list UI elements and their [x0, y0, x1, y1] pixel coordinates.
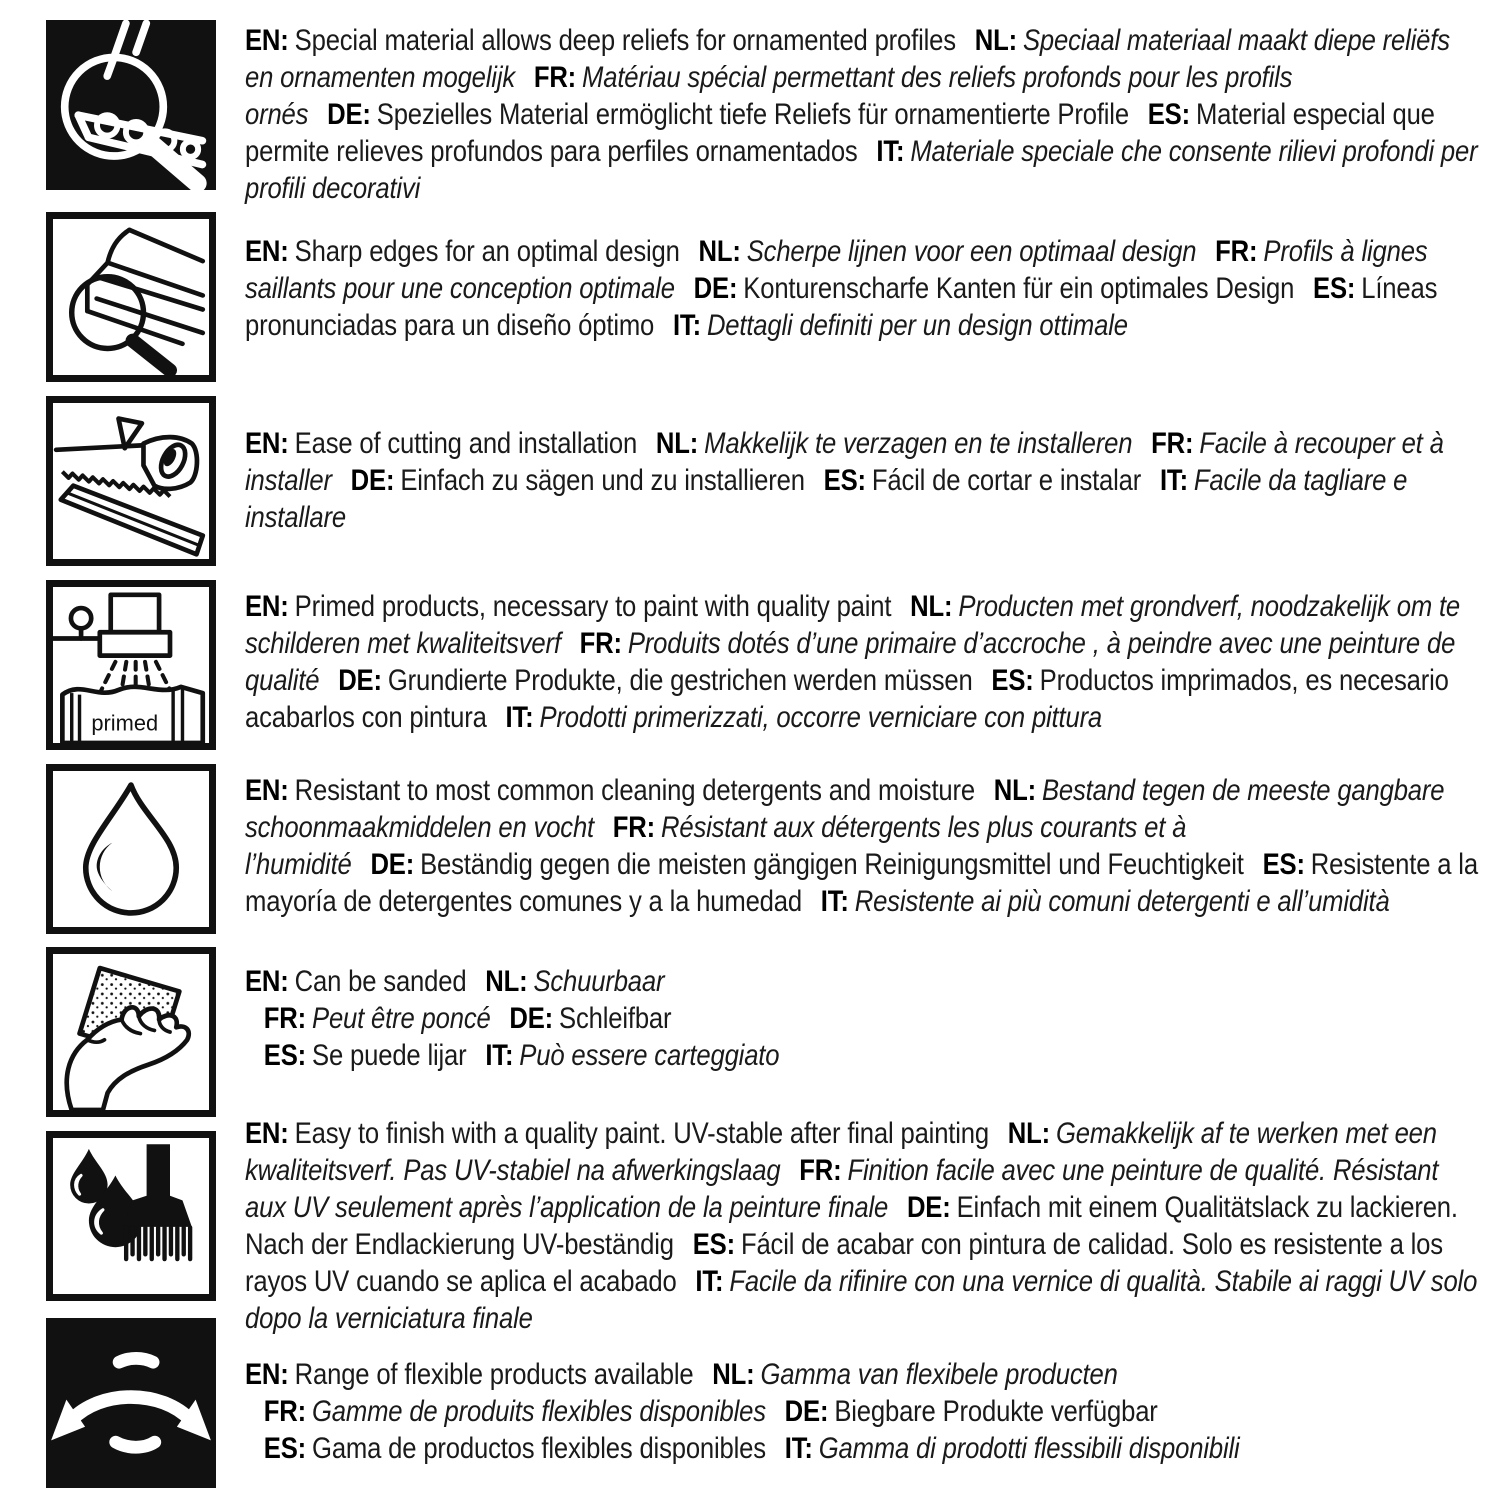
language-label: IT:: [876, 135, 905, 168]
language-label: DE:: [509, 1002, 554, 1035]
feature-text: Schuurbaar: [533, 965, 665, 998]
language-label: NL:: [974, 24, 1017, 57]
language-label: DE:: [350, 464, 395, 497]
feature-text: Gamma di prodotti flessibili disponibili: [818, 1432, 1240, 1465]
feature-text: Prodotti primerizzati, occorre verniciare con pittura: [539, 701, 1103, 734]
language-label: NL:: [698, 235, 741, 268]
feature-description: [245, 772, 1480, 920]
ornamented-profile-magnifier-icon: [46, 20, 216, 190]
language-label: ES:: [1147, 98, 1191, 131]
feature-text: Profils à lignes saillants pour une conception optimale: [245, 235, 1428, 305]
feature-text: Resistant to most common cleaning detergents and moisture: [294, 774, 975, 807]
feature-text: Líneas pronunciadas para un diseño óptimo: [245, 272, 1438, 342]
language-label: IT:: [784, 1432, 813, 1465]
language-label: ES:: [692, 1228, 735, 1261]
language-label: NL:: [655, 427, 699, 460]
language-label: EN:: [245, 427, 289, 460]
language-label: ES:: [263, 1039, 307, 1072]
feature-description: [245, 233, 1480, 344]
feature-text: Se puede lijar: [312, 1039, 467, 1072]
feature-text: Easy to finish with a quality paint. UV-stable after final painting: [294, 1117, 989, 1150]
paint-brush-drops-icon: [46, 1131, 216, 1301]
language-label: IT:: [820, 885, 849, 918]
language-label: DE:: [327, 98, 371, 131]
feature-text: Primed products, necessary to paint with quality paint: [294, 590, 892, 623]
feature-text: Gama de productos flexibles disponibles: [312, 1432, 766, 1465]
language-label: NL:: [485, 965, 528, 998]
water-drop-icon: [46, 764, 216, 934]
sanding-hand-icon: [46, 947, 216, 1117]
feature-text: Può essere carteggiato: [519, 1039, 780, 1072]
language-label: ES:: [823, 464, 866, 497]
language-label: DE:: [784, 1395, 829, 1428]
language-label: DE:: [906, 1191, 951, 1224]
saw-cutting-icon: [46, 396, 216, 566]
feature-text: Gemakkelijk af te werken met een kwaliteitsverf. Pas UV-stabiel na afwerkingslaag: [245, 1117, 1437, 1187]
flexible-arrow-icon: [46, 1318, 216, 1488]
feature-text: Facile à recouper et à installer: [245, 427, 1444, 497]
language-label: FR:: [263, 1002, 307, 1035]
language-label: NL:: [1007, 1117, 1051, 1150]
feature-text: Grundierte Produkte, die gestrichen werden müssen: [387, 664, 973, 697]
feature-text: Spezielles Material ermöglicht tiefe Reliefs für ornamentierte Profile: [376, 98, 1129, 131]
feature-text: Material especial que permite relieves profundos para perfiles ornamentados: [245, 98, 1435, 168]
feature-text: Gamma van flexibele producten: [760, 1358, 1118, 1391]
language-label: FR:: [533, 61, 577, 94]
feature-description: [245, 22, 1480, 207]
language-label: EN:: [245, 235, 289, 268]
feature-text: Produits dotés d’une primaire d’accroche , à peindre avec une peinture de qualité: [245, 627, 1456, 697]
language-label: ES:: [991, 664, 1034, 697]
primer-spray-icon: [46, 580, 216, 750]
language-label: NL:: [712, 1358, 755, 1391]
feature-description: [245, 588, 1480, 736]
feature-text: Resistente a la mayoría de detergentes comunes y a la humedad: [245, 848, 1478, 918]
feature-text: Matériau spécial permettant des reliefs profonds pour les profils ornés: [245, 61, 1293, 131]
language-label: IT:: [505, 701, 534, 734]
language-label: ES:: [1313, 272, 1356, 305]
feature-text: Biegbare Produkte verfügbar: [834, 1395, 1158, 1428]
feature-text: Range of flexible products available: [294, 1358, 694, 1391]
feature-text: Gamme de produits flexibles disponibles: [312, 1395, 766, 1428]
feature-text: Fácil de cortar e instalar: [871, 464, 1142, 497]
language-label: FR:: [612, 811, 656, 844]
feature-text: Bestand tegen de meeste gangbare schoonmaakmiddelen en vocht: [245, 774, 1445, 844]
language-label: EN:: [245, 590, 289, 623]
language-label: IT:: [485, 1039, 514, 1072]
language-label: IT:: [672, 309, 701, 342]
primed-label: primed: [91, 710, 159, 736]
feature-text: Speciaal materiaal maakt diepe reliëfs en ornamenten mogelijk: [245, 24, 1450, 94]
language-label: EN:: [245, 1117, 289, 1150]
feature-text: Beständig gegen die meisten gängigen Reinigungsmittel und Feuchtigkeit: [420, 848, 1244, 881]
language-label: NL:: [993, 774, 1036, 807]
language-label: ES:: [263, 1432, 307, 1465]
sharp-edges-magnifier-icon: [46, 212, 216, 382]
language-label: DE:: [370, 848, 415, 881]
feature-text: Dettagli definiti per un design ottimale: [706, 309, 1128, 342]
feature-text: Résistant aux détergents les plus courants et à l’humidité: [245, 811, 1187, 881]
language-label: FR:: [263, 1395, 307, 1428]
feature-description: [245, 425, 1480, 536]
feature-description: [245, 1356, 1480, 1467]
feature-text: Sharp edges for an optimal design: [294, 235, 680, 268]
feature-text: Can be sanded: [294, 965, 467, 998]
feature-text: Productos imprimados, es necesario acabarlos con pintura: [245, 664, 1449, 734]
feature-text: Scherpe lijnen voor een optimaal design: [746, 235, 1197, 268]
language-label: EN:: [245, 774, 289, 807]
feature-text: Facile da tagliare e installare: [245, 464, 1408, 534]
language-label: FR:: [579, 627, 622, 660]
feature-text: Resistente ai più comuni detergenti e all’umidità: [854, 885, 1390, 918]
feature-text: Finition facile avec une peinture de qualité. Résistant aux UV seulement après l’application de la peinture finale: [245, 1154, 1439, 1224]
language-label: IT:: [695, 1265, 724, 1298]
feature-text: Materiale speciale che consente rilievi profondi per profili decorativi: [245, 135, 1478, 205]
language-label: DE:: [338, 664, 382, 697]
language-label: FR:: [1151, 427, 1194, 460]
feature-text: Facile da rifinire con una vernice di qualità. Stabile ai raggi UV solo dopo la verniciatura finale: [245, 1265, 1478, 1335]
language-label: FR:: [1215, 235, 1258, 268]
feature-text: Schleifbar: [559, 1002, 672, 1035]
feature-description: [245, 963, 1480, 1074]
feature-text: Konturenscharfe Kanten für ein optimales Design: [743, 272, 1295, 305]
feature-text: Einfach mit einem Qualitätslack zu lackieren. Nach der Endlackierung UV-beständig: [245, 1191, 1458, 1261]
language-label: DE:: [693, 272, 738, 305]
feature-description: [245, 1115, 1480, 1337]
language-label: NL:: [910, 590, 953, 623]
language-label: IT:: [1159, 464, 1188, 497]
language-label: FR:: [799, 1154, 842, 1187]
feature-text: Fácil de acabar con pintura de calidad. Solo es resistente a los rayos UV cuando se aplica el acabado: [245, 1228, 1443, 1298]
language-label: EN:: [245, 24, 289, 57]
feature-text: Producten met grondverf, noodzakelijk om te schilderen met kwaliteitsverf: [245, 590, 1461, 660]
language-label: EN:: [245, 1358, 289, 1391]
language-label: EN:: [245, 965, 289, 998]
feature-text: Ease of cutting and installation: [294, 427, 638, 460]
feature-text: Special material allows deep reliefs for ornamented profiles: [294, 24, 956, 57]
language-label: ES:: [1262, 848, 1305, 881]
feature-text: Makkelijk te verzagen en te installeren: [704, 427, 1133, 460]
feature-text: Peut être poncé: [312, 1002, 491, 1035]
feature-text: Einfach zu sägen und zu installieren: [400, 464, 805, 497]
